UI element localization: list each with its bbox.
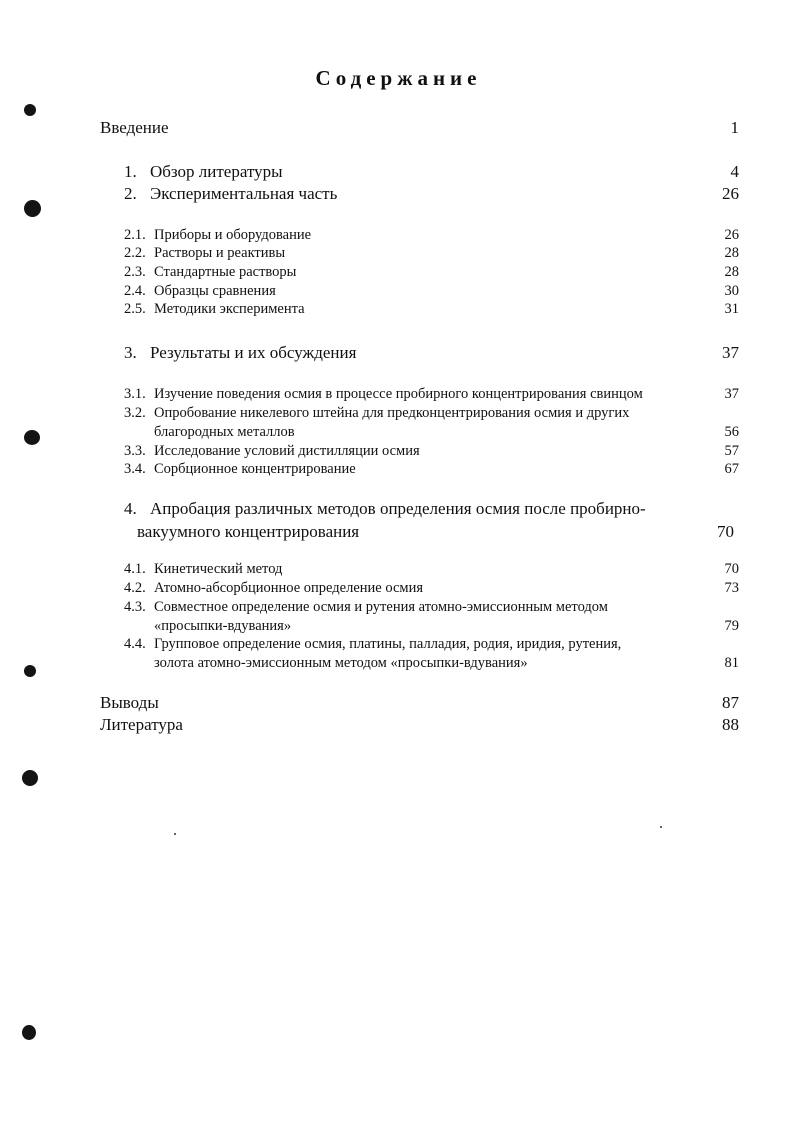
toc-number: 3.2.	[124, 405, 146, 421]
toc-label: Образцы сравнения	[154, 283, 276, 299]
toc-number: 1.	[124, 162, 137, 181]
toc-page: 70	[717, 522, 734, 541]
toc-number: 4.2.	[124, 580, 146, 596]
toc-number: 2.2.	[124, 245, 146, 261]
toc-label: Растворы и реактивы	[154, 245, 286, 261]
page-title: Содержание	[315, 66, 482, 90]
toc-page: 56	[724, 424, 739, 440]
toc-label: Совместное определение осмия и рутения атомно-эмиссионным методом	[154, 599, 608, 615]
punch-hole-4	[24, 665, 36, 677]
toc-label-continuation: «просыпки-вдувания»	[154, 618, 292, 634]
punch-hole-1	[24, 104, 36, 116]
toc-label: Групповое определение осмия, платины, палладия, родия, иридия, рутения,	[154, 636, 622, 652]
toc-label: Обзор литературы	[150, 162, 283, 181]
toc-page: 4	[730, 162, 739, 181]
toc-label-continuation: вакуумного концентрирования	[137, 522, 360, 541]
toc-number: 2.4.	[124, 283, 146, 299]
punch-hole-3	[24, 430, 40, 445]
toc-number: 3.	[124, 343, 137, 362]
toc-page: 70	[724, 561, 739, 577]
toc-label: Экспериментальная часть	[150, 184, 338, 203]
toc-page: 79	[724, 618, 739, 634]
toc-label: Введение	[100, 118, 169, 137]
toc-number: 4.	[124, 499, 137, 518]
scan-speck	[660, 826, 662, 828]
toc-label: Литература	[100, 715, 183, 734]
toc-page: 88	[722, 715, 739, 734]
toc-page: 1	[730, 118, 739, 137]
toc-label: Атомно-абсорбционное определение осмия	[154, 580, 424, 596]
toc-number: 2.	[124, 184, 137, 203]
toc-page: 67	[724, 461, 739, 477]
toc-number: 3.3.	[124, 443, 146, 459]
toc-label: Результаты и их обсуждения	[150, 343, 357, 362]
toc-label: Апробация различных методов определения осмия после пробирно-	[150, 499, 646, 518]
toc-number: 3.1.	[124, 386, 146, 402]
toc-number: 4.1.	[124, 561, 146, 577]
toc-page: 37	[724, 386, 739, 402]
toc-label: Стандартные растворы	[154, 264, 297, 280]
toc-page: 37	[722, 343, 739, 362]
toc-page: 57	[724, 443, 739, 459]
toc-number: 4.4.	[124, 636, 146, 652]
toc-label: Методики эксперимента	[154, 301, 305, 317]
toc-page: 31	[724, 301, 739, 317]
punch-hole-2	[24, 200, 41, 217]
toc-number: 2.1.	[124, 227, 146, 243]
toc-label: Выводы	[100, 693, 159, 712]
toc-label: Кинетический метод	[154, 561, 283, 577]
toc-number: 2.3.	[124, 264, 146, 280]
toc-label: Изучение поведения осмия в процессе пробирного концентрирования свинцом	[154, 386, 643, 402]
punch-hole-6	[22, 1025, 36, 1040]
toc-label-continuation: благородных металлов	[154, 424, 295, 440]
punch-hole-5	[22, 770, 38, 786]
toc-label: Приборы и оборудование	[154, 227, 312, 243]
toc-page: 26	[724, 227, 739, 243]
toc-label: Опробование никелевого штейна для предконцентрирования осмия и других	[154, 405, 630, 421]
toc-label-continuation: золота атомно-эмиссионным методом «просыпки-вдувания»	[154, 655, 528, 671]
toc-label: Сорбционное концентрирование	[154, 461, 356, 477]
toc-page: 30	[724, 283, 739, 299]
toc-page: 73	[724, 580, 739, 596]
toc-page: 28	[724, 245, 739, 261]
scan-speck	[174, 833, 176, 835]
toc-label: Исследование условий дистилляции осмия	[154, 443, 420, 459]
toc-page: 28	[724, 264, 739, 280]
toc-number: 3.4.	[124, 461, 146, 477]
toc-number: 2.5.	[124, 301, 146, 317]
toc-page: 81	[724, 655, 739, 671]
toc-page: 26	[722, 184, 739, 203]
toc-page: 87	[722, 693, 739, 712]
toc-number: 4.3.	[124, 599, 146, 615]
